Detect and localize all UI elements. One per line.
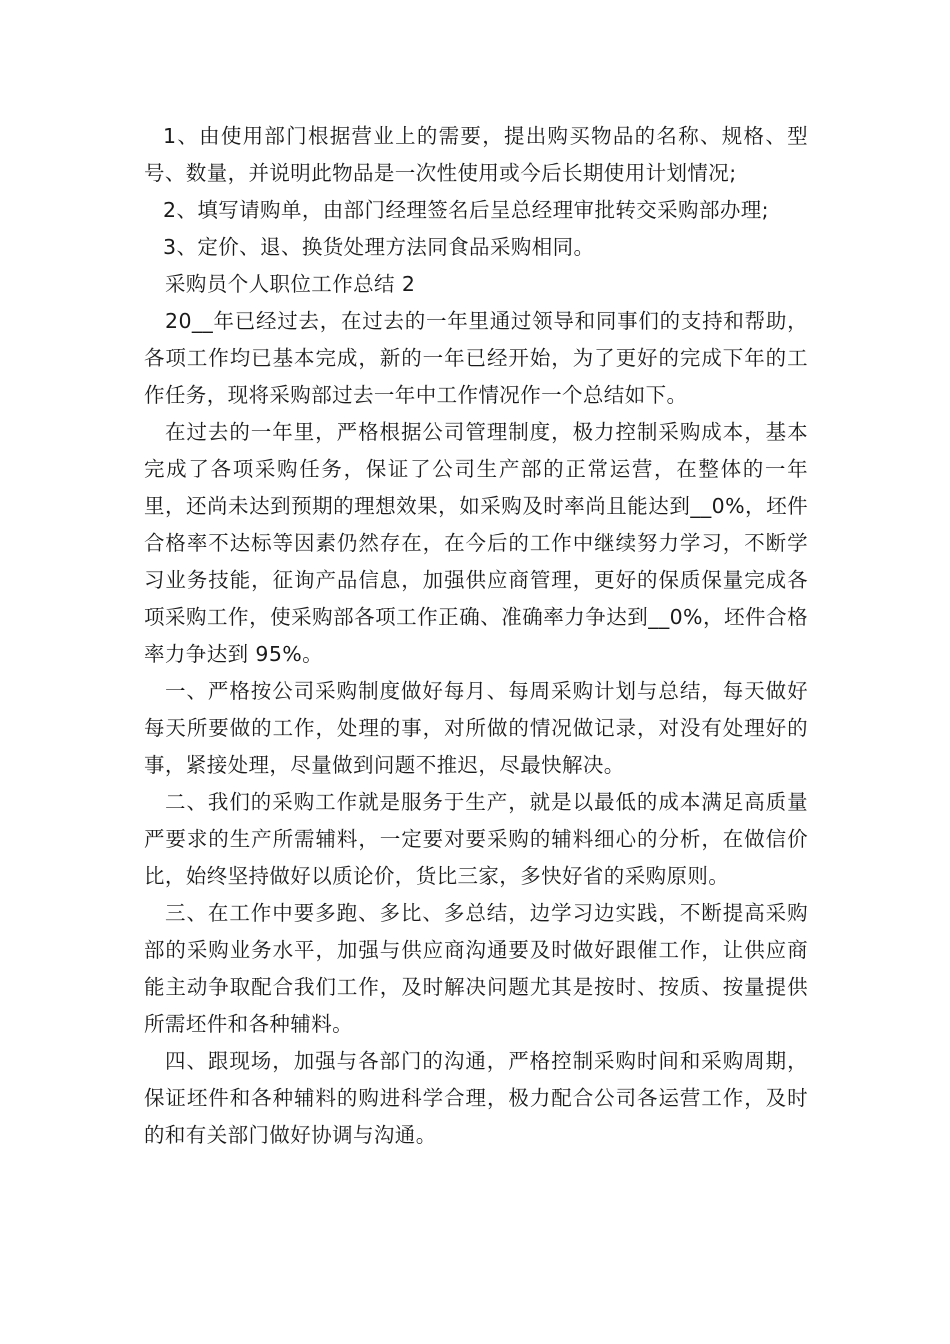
point-three-paragraph: 三、在工作中要多跑、多比、多总结，边学习边实践，不断提高采购部的采购业务水平，加强与供应商沟通要及时做好跟催工作，让供应商能主动争取配合我们工作，及时解决问题尤其是按时、按质、按量提供所需坯件和各种辅料。 <box>144 901 808 1036</box>
procedure-step-3: 3、定价、退、换货处理方法同食品采购相同。 <box>163 235 595 259</box>
procedure-step-1: 1、由使用部门根据营业上的需要，提出购买物品的名称、规格、型号、数量，并说明此物品是一次性使用或今后长期使用计划情况; <box>144 124 808 185</box>
point-one-paragraph: 一、严格按公司采购制度做好每月、每周采购计划与总结，每天做好每天所要做的工作，处理的事，对所做的情况做记录，对没有处理好的事，紧接处理，尽量做到问题不推迟，尽最快解决。 <box>144 679 808 777</box>
point-four-paragraph: 四、跟现场，加强与各部门的沟通，严格控制采购时间和采购周期，保证坯件和各种辅料的购进科学合理，极力配合公司各运营工作，及时的和有关部门做好协调与沟通。 <box>144 1049 808 1147</box>
document-page <box>144 118 808 1154</box>
review-paragraph: 在过去的一年里，严格根据公司管理制度，极力控制采购成本，基本完成了各项采购任务，保证了公司生产部的正常运营，在整体的一年里，还尚未达到预期的理想效果，如采购及时率尚且能达到__0%，坯件合格率不达标等因素仍然存在，在今后的工作中继续努力学习，不断学习业务技能，征询产品信息，加强供应商管理，更好的保质保量完成各项采购工作，使采购部各项工作正确、准确率力争达到__0%，坯件合格率力争达到 95%。 <box>144 420 808 666</box>
section-heading: 采购员个人职位工作总结 2 <box>165 272 416 296</box>
intro-paragraph: 20__年已经过去，在过去的一年里通过领导和同事们的支持和帮助，各项工作均已基本完成，新的一年已经开始，为了更好的完成下年的工作任务，现将采购部过去一年中工作情况作一个总结如下。 <box>144 309 808 407</box>
procedure-step-2: 2、填写请购单，由部门经理签名后呈总经理审批转交采购部办理; <box>163 198 769 222</box>
point-two-paragraph: 二、我们的采购工作就是服务于生产，就是以最低的成本满足高质量严要求的生产所需辅料，一定要对要采购的辅料细心的分析，在做信价比，始终坚持做好以质论价，货比三家，多快好省的采购原则。 <box>144 790 808 888</box>
